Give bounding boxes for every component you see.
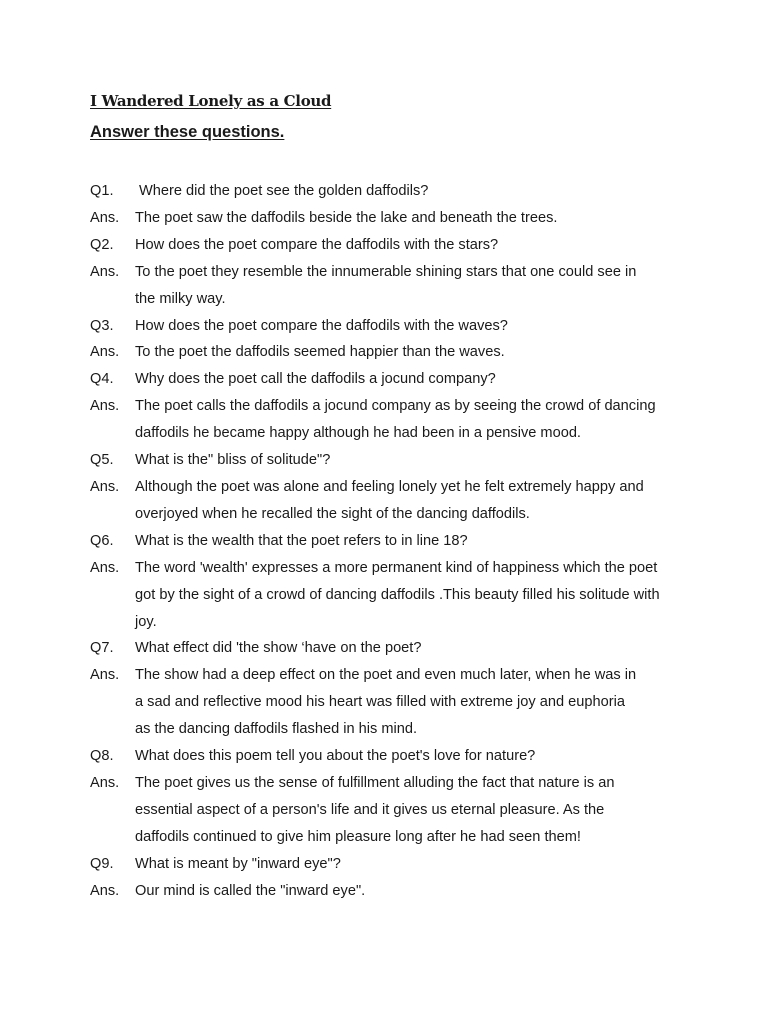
answer-text <box>135 555 690 636</box>
text-line: To the poet they resemble the innumerable shining stars that one could see in <box>135 263 637 280</box>
question-row <box>90 851 690 878</box>
answer-row <box>90 662 690 743</box>
answer-text <box>135 339 690 366</box>
answer-row <box>90 393 690 447</box>
answer-label: Ans. <box>90 209 120 226</box>
question-label: Q6. <box>90 532 114 549</box>
answer-label: Ans. <box>90 882 120 899</box>
question-text <box>135 635 690 662</box>
question-row <box>90 313 690 340</box>
question-text <box>135 178 690 205</box>
answer-text <box>135 770 690 851</box>
text-line: as the dancing daffodils flashed in his mind. <box>135 721 418 738</box>
answer-row <box>90 474 690 528</box>
question-row <box>90 178 690 205</box>
text-line: the milky way. <box>135 290 226 307</box>
answer-row <box>90 770 690 851</box>
text-line: essential aspect of a person's life and it gives us eternal pleasure. As the <box>135 801 605 818</box>
question-row <box>90 232 690 259</box>
question-row <box>90 743 690 770</box>
question-text <box>135 851 690 878</box>
text-line: The poet saw the daffodils beside the lake and beneath the trees. <box>135 209 558 226</box>
question-text <box>135 447 690 474</box>
question-row <box>90 366 690 393</box>
text-line: Although the poet was alone and feeling lonely yet he felt extremely happy and <box>135 478 644 495</box>
question-row <box>90 447 690 474</box>
answer-row <box>90 205 690 232</box>
text-line: daffodils he became happy although he had been in a pensive mood. <box>135 425 581 442</box>
text-line: Why does the poet call the daffodils a jocund company? <box>135 371 496 388</box>
text-line: daffodils continued to give him pleasure long after he had seen them! <box>135 828 581 845</box>
answer-text <box>135 662 690 743</box>
text-line: What is the wealth that the poet refers to in line 18? <box>135 532 468 549</box>
answer-label: Ans. <box>90 398 120 415</box>
answer-row <box>90 878 690 905</box>
text-line: What is the" bliss of solitude"? <box>135 452 331 469</box>
question-label: Q4. <box>90 371 114 388</box>
question-text <box>135 366 690 393</box>
text-line: The show had a deep effect on the poet and even much later, when he was in <box>135 667 637 684</box>
question-text <box>135 528 690 555</box>
answer-text <box>135 259 690 313</box>
text-line: Where did the poet see the golden daffodils? <box>139 183 429 199</box>
answer-label: Ans. <box>90 263 120 280</box>
answer-label: Ans. <box>90 667 120 684</box>
text-line: The poet gives us the sense of fulfillment alluding the fact that nature is an <box>135 774 615 791</box>
text-line: overjoyed when he recalled the sight of the dancing daffodils. <box>135 505 530 522</box>
text-line: a sad and reflective mood his heart was filled with extreme joy and euphoria <box>135 694 625 711</box>
text-line: joy. <box>135 613 157 630</box>
question-label: Q3. <box>90 317 114 334</box>
answer-text <box>135 474 690 528</box>
text-line: How does the poet compare the daffodils with the stars? <box>135 236 499 253</box>
answer-text <box>135 393 690 447</box>
question-answer-list <box>90 178 690 904</box>
answer-row <box>90 555 690 636</box>
question-text <box>135 743 690 770</box>
question-text <box>135 232 690 259</box>
answer-label: Ans. <box>90 344 120 361</box>
text-line: The word 'wealth' expresses a more permanent kind of happiness which the poet <box>135 559 658 576</box>
question-label: Q8. <box>90 748 114 765</box>
answer-label: Ans. <box>90 774 120 791</box>
question-label: Q1. <box>90 183 114 199</box>
question-text <box>135 313 690 340</box>
text-line: To the poet the daffodils seemed happier than the waves. <box>135 344 505 361</box>
question-label: Q5. <box>90 452 114 469</box>
text-line: What does this poem tell you about the poet's love for nature? <box>135 748 536 765</box>
answer-text <box>135 205 690 232</box>
question-label: Q9. <box>90 855 114 872</box>
text-line: What is meant by "inward eye"? <box>135 855 341 872</box>
answer-label: Ans. <box>90 478 120 495</box>
question-label: Q7. <box>90 640 114 657</box>
document-subtitle: Answer these questions. <box>90 123 285 141</box>
question-row <box>90 528 690 555</box>
text-line: got by the sight of a crowd of dancing daffodils .This beauty filled his solitude with <box>135 586 660 603</box>
text-line: How does the poet compare the daffodils with the waves? <box>135 317 508 334</box>
question-label: Q2. <box>90 236 114 253</box>
document-title: I Wandered Lonely as a Cloud <box>90 92 332 110</box>
text-line: Our mind is called the "inward eye". <box>135 882 366 899</box>
answer-row <box>90 259 690 313</box>
answer-row <box>90 339 690 366</box>
text-line: What effect did 'the show ‘have on the poet? <box>135 640 422 657</box>
answer-label: Ans. <box>90 559 120 576</box>
text-line: The poet calls the daffodils a jocund company as by seeing the crowd of dancing <box>135 398 656 415</box>
question-row <box>90 635 690 662</box>
answer-text <box>135 878 690 905</box>
